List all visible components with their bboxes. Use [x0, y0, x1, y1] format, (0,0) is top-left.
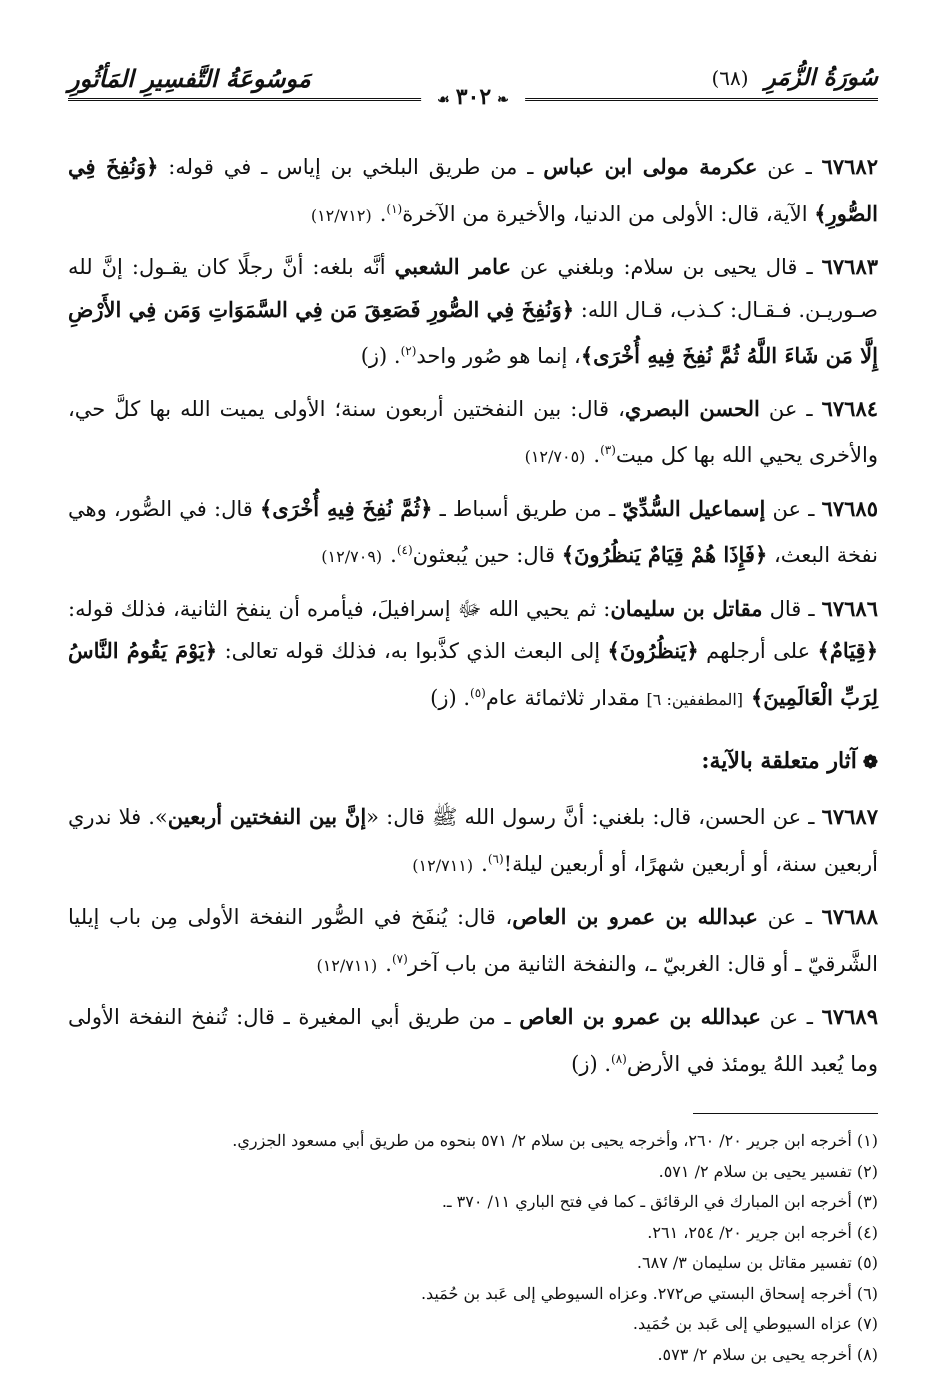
entries-bottom [68, 796, 878, 1085]
entry-text: ـ من طريق أسباط ـ [432, 496, 623, 521]
surah-title [711, 64, 878, 91]
entry-number: ٦٧٦٨٩ [821, 1004, 878, 1029]
entry-text: . (ز) [571, 1051, 612, 1076]
quran-verse: ﴿يَنظُرُونَ﴾ [607, 638, 699, 663]
narrator-name: عكرمة مولى ابن عباس [543, 154, 758, 179]
section-heading [68, 748, 878, 774]
entry-text: الآية، قال: الأولى من الدنيا، والأخيرة من الآخرة [402, 201, 815, 226]
entry-text: . [593, 443, 601, 467]
entry-text: ». فلا ندري أربعين سنة، أو أربعين شهرًا، أو أربعين ليلة! [68, 805, 878, 876]
entry-text: : ثم يحيي الله ﷻ إسرافيلَ، فيأمره أن ينفخ الثانية، فذلك قوله: [68, 596, 611, 621]
section-title: آثار متعلقة بالآية: [701, 748, 857, 774]
entry-text: قال: حين يُبعثون [412, 543, 562, 567]
entry-text: . [385, 951, 392, 976]
volume-reference: [المطففين: ٦] [646, 689, 743, 709]
footnote: (٢) تفسير يحيى بن سلام ٢/ ٥٧١. [658, 1161, 878, 1181]
verse-number: (٦٨) [711, 66, 749, 90]
entry-number: ٦٧٦٨٤ [821, 395, 879, 421]
entry-text: ، قال: يُنفَخ في الصُّور النفخة الأولى مِن باب إيليا الشَّرقيّ ـ أو قال: الغربيّ ـ، والنفخة الثانية من باب آخر [68, 905, 878, 976]
narrator-name: إنَّ بين النفختين أربعين [167, 804, 367, 829]
flower-icon: ❁ [862, 752, 878, 773]
footnote: (٣) أخرجه ابن المبارك في الرقائق ـ كما في فتح الباري ١١/ ٣٧٠ ـ. [441, 1192, 878, 1211]
entry-text: قال: في الصُّور، وهي نفخة البعث، [68, 496, 878, 567]
narration-entry [68, 796, 878, 886]
narrator-name: عبدالله بن عمرو بن العاص [519, 1004, 761, 1029]
footnote: (٦) أخرجه إسحاق البستي ص٢٧٢. وعزاه السيوطي إلى عَبد بن حُمَيد. [420, 1283, 878, 1303]
entry-text: ـ عن [760, 1005, 822, 1029]
entry-text: . (ز) [360, 344, 401, 368]
quran-verse: ﴿فَإِذَا هُمْ قِيَامٌ يَنظُرُونَ﴾ [561, 542, 768, 567]
narration-entry [68, 896, 878, 986]
page-number: ٣٠٢ [455, 84, 492, 110]
footnote: (١) أخرجه ابن جرير ٢٠/ ٢٦٠، وأخرجه يحيى بن سلام ٢/ ٥٧١ بنحوه من طريق أبي مسعود الجزري. [232, 1131, 878, 1150]
narration-entry [68, 996, 878, 1085]
ornament-icon: ☙ [437, 92, 450, 108]
footnote-marker: (٦) [487, 851, 504, 866]
quran-verse: ﴿وَنُفِخَ فِي الصُّورِ فَصَعِقَ مَن فِي السَّمَوَاتِ وَمَن فِي الأَرْضِ إِلَّا مَن شَاءَ اللَّهُ ثُمَّ نُفِخَ فِيهِ أُخْرَى﴾ [68, 296, 878, 368]
entry-text: ـ عن [765, 496, 822, 521]
entry-text: إلى البعث الذي كذَّبوا به، فذلك قوله تعالى: [217, 639, 608, 663]
entry-text: ـ عن الحسن، قال: بلغني: أنَّ رسول الله ﷺ قال: « [366, 805, 822, 829]
entry-number: ٦٧٦٨٢ [821, 154, 878, 179]
footnote: (٤) أخرجه ابن جرير ٢٠/ ٢٥٤، ٢٦١. [647, 1222, 878, 1242]
footnote-marker: (٢) [400, 344, 417, 358]
footnote: (٧) عزاه السيوطي إلى عَبد بن حُمَيد. [632, 1314, 878, 1333]
entry-text: مقدار ثلاثمائة عام [485, 685, 647, 710]
quran-verse: ﴿وَنُفِخَ فِي الصُّورِ﴾ [68, 154, 878, 226]
entry-text: . (ز) [430, 685, 471, 710]
volume-reference: (١٢/٧١١) [412, 855, 474, 875]
entry-text: ، إنما هو صُور واحد [416, 344, 581, 368]
footnote-marker: (٣) [600, 443, 616, 457]
quran-verse: ﴿ثُمَّ نُفِخَ فِيهِ أُخْرَى﴾ [260, 495, 433, 521]
narration-entry [68, 388, 878, 478]
footnote-divider [693, 1113, 878, 1114]
entry-text: ـ من طريق أبي المغيرة ـ قال: تُنفخ النفخة الأولى وما يُعبد اللهُ يومئذ في الأرض [68, 1005, 878, 1076]
entry-text: ـ من طريق البلخي بن إياس ـ في قوله: [158, 155, 544, 179]
entry-text: . [481, 851, 488, 876]
entry-number: ٦٧٦٨٦ [821, 595, 878, 621]
volume-reference: (١٢/٧١١) [316, 955, 378, 975]
footnote-marker: (٨) [611, 1051, 627, 1066]
entry-text: ـ قال يحيى بن سلام: وبلغني عن [511, 255, 822, 279]
footnotes [68, 1126, 878, 1370]
entry-text: ـ عن [757, 905, 822, 929]
narrator-name: مقاتل بن سليمان [610, 595, 763, 621]
entry-number: ٦٧٦٨٧ [821, 804, 878, 829]
quran-verse: ﴿يَوْمَ يَقُومُ النَّاسُ لِرَبِّ الْعَالَمِينَ﴾ [68, 638, 878, 710]
footnote-marker: (١) [386, 201, 403, 216]
entry-number: ٦٧٦٨٨ [821, 904, 878, 929]
narrator-name: الحسن البصري [624, 395, 760, 421]
narration-entry [68, 588, 878, 721]
surah-name: سُورَةُ الزُّمَرِ [764, 64, 878, 91]
footnote: (٨) أخرجه يحيى بن سلام ٢/ ٥٧٣. [657, 1344, 878, 1364]
entry-number: ٦٧٦٨٥ [821, 495, 878, 521]
volume-reference: (١٢/٧٠٥) [524, 447, 586, 466]
narration-entry [68, 146, 878, 236]
volume-reference: (١٢/٧٠٩) [321, 547, 383, 566]
ornament-icon: ❧ [497, 92, 509, 108]
page-number-box [421, 84, 525, 110]
entry-text: ، قال: بين النفختين أربعون سنة؛ الأولى يميت الله بها كلَّ حي، والأخرى يحيي الله بها كل ميت [68, 396, 878, 467]
book-title: مَوسُوعَةُ التَّفسِيرِ المَأثُورِ [68, 64, 311, 93]
footnote-marker: (٥) [470, 685, 486, 700]
entry-text: ـ عن [757, 155, 822, 179]
narrator-name: عبدالله بن عمرو بن العاص [512, 904, 758, 929]
entry-text: ـ قال [762, 596, 822, 621]
volume-reference: (١٢/٧١٢) [310, 205, 372, 225]
footnote-marker: (٤) [396, 543, 413, 557]
entry-text: على أرجلهم [698, 639, 818, 663]
narration-entry [68, 488, 878, 578]
footnote: (٥) تفسير مقاتل بن سليمان ٣/ ٦٨٧. [636, 1253, 878, 1272]
entries-top [68, 146, 878, 720]
entry-text: أنَّه بلغه: أنَّ رجلًا كان يقـول: إنَّ لله صـوريـن. فـقـال: كـذب، قـال الله: [68, 255, 879, 322]
entry-number: ٦٧٦٨٣ [821, 254, 879, 279]
entry-text: . [379, 201, 387, 226]
footnote-marker: (٧) [391, 951, 408, 966]
entry-text: ـ عن [759, 396, 822, 421]
narration-entry [68, 246, 878, 378]
entry-text: . [390, 543, 397, 567]
page-header [68, 62, 878, 110]
quran-verse: ﴿قِيَامٌ﴾ [817, 638, 879, 663]
book-page [68, 62, 878, 1370]
narrator-name: إسماعيل السُّدِّيّ [622, 495, 766, 521]
narrator-name: عامر الشعبي [394, 254, 512, 279]
